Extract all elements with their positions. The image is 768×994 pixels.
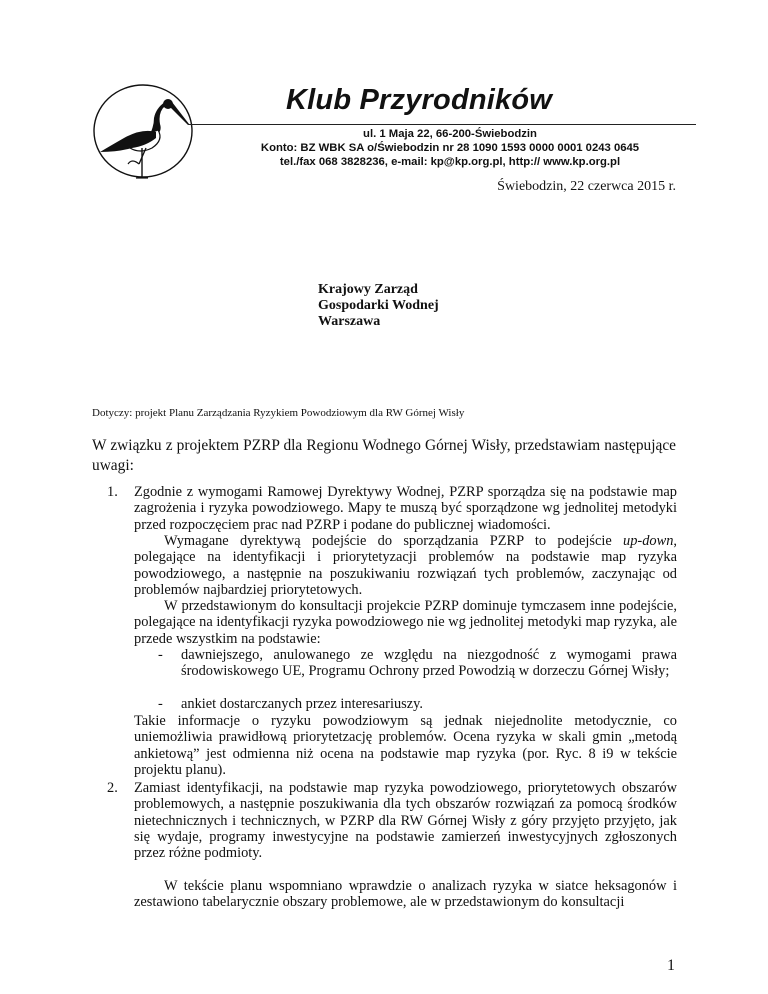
page-number: 1 bbox=[667, 957, 675, 974]
recipient-line-3: Warszawa bbox=[318, 314, 381, 329]
recipient-line-1: Krajowy Zarząd bbox=[318, 282, 418, 297]
point-1-paragraph-2: Wymagane dyrektywą podejście do sporządzania PZRP to podejście up-down, polegające na identyfikacji i priorytetyzacji problemów na podstawie map ryzyka powodziowego, a następnie na poszukiwaniu rozwiązań tych problemów, zaczynając od problemów najbardziej priorytetowych. bbox=[134, 533, 677, 598]
point-1-number: 1. bbox=[107, 484, 118, 500]
stork-logo-icon bbox=[92, 82, 194, 180]
point-1-paragraph-3: W przedstawionym do konsultacji projekcie PZRP dominuje tymczasem inne podejście, polegające na identyfikacji ryzyka powodziowego nie wg jednolitej metodyki map ryzyka, ale przede wszystkim na podstawie: bbox=[134, 598, 677, 647]
point-1-paragraph-1: Zgodnie z wymogami Ramowej Dyrektywy Wodnej, PZRP sporządza się na podstawie map zagrożenia i ryzyka powodziowego. Mapy te muszą być sporządzone wg jednolitej metodyki przed rozpoczęciem prac nad PZRP i podane do publicznej wiadomości. bbox=[134, 484, 677, 533]
list-item-text: dawniejszego, anulowanego ze względu na niezgodność z wymogami prawa środowiskowego UE, Programu Ochrony przed Powodzią w dorzeczu Górnej Wisły; bbox=[181, 647, 677, 680]
organization-name: Klub Przyrodników bbox=[286, 84, 553, 116]
recipient-line-2: Gospodarki Wodnej bbox=[318, 298, 439, 313]
intro-paragraph: W związku z projektem PZRP dla Regionu Wodnego Górnej Wisły, przedstawiam następujące uwagi: bbox=[92, 437, 676, 474]
point-2-paragraph-2: W tekście planu wspomniano wprawdzie o analizach ryzyka w siatce heksagonów i zestawiono tabelarycznie obszary problemowe, ale w przedstawionym do konsultacji bbox=[134, 878, 677, 911]
list-dash: - bbox=[158, 647, 163, 663]
point-2-paragraph-1: Zamiast identyfikacji, na podstawie map ryzyka powodziowego, priorytetowych obszarów problemowych, a następnie poszukiwania dla tych obszarów rozwiązań za pomocą środków nietechnicznych i technicznych, w PZRP dla RW Górnej Wisły z góry przyjęto przyjęto, jak się wydaje, programy inwestycyjne na podstawie zamierzeń inwestycyjnych zgłoszonych przez różne podmioty. bbox=[134, 780, 677, 862]
point-2-number: 2. bbox=[107, 780, 118, 796]
place-and-date: Świebodzin, 22 czerwca 2015 r. bbox=[497, 179, 676, 194]
header-address: ul. 1 Maja 22, 66-200-Świebodzin bbox=[363, 128, 537, 140]
header-contact: tel./fax 068 3828236, e-mail: kp@kp.org.pl, http:// www.kp.org.pl bbox=[279, 156, 621, 168]
subject-line: Dotyczy: projekt Planu Zarządzania Ryzykiem Powodziowym dla RW Górnej Wisły bbox=[92, 407, 465, 419]
list-item-text: ankiet dostarczanych przez interesariuszy. bbox=[181, 696, 423, 712]
header-bank-account: Konto: BZ WBK SA o/Świebodzin nr 28 1090 1593 0000 0001 0243 0645 bbox=[260, 142, 640, 154]
point-1-paragraph-4: Takie informacje o ryzyku powodziowym są jednak niejednolite metodycznie, co uniemożliwia prawidłową priorytetzację problemów. Ocena ryzyka w skali gmin „metodą ankietową” jest odmienna niż ocena na podstawie map ryzyka (por. Ryc. 8 i9 w tekście projektu planu). bbox=[134, 713, 677, 778]
header-divider bbox=[188, 124, 696, 125]
list-dash: - bbox=[158, 696, 163, 712]
list-item bbox=[134, 696, 677, 712]
list-item bbox=[134, 647, 677, 680]
